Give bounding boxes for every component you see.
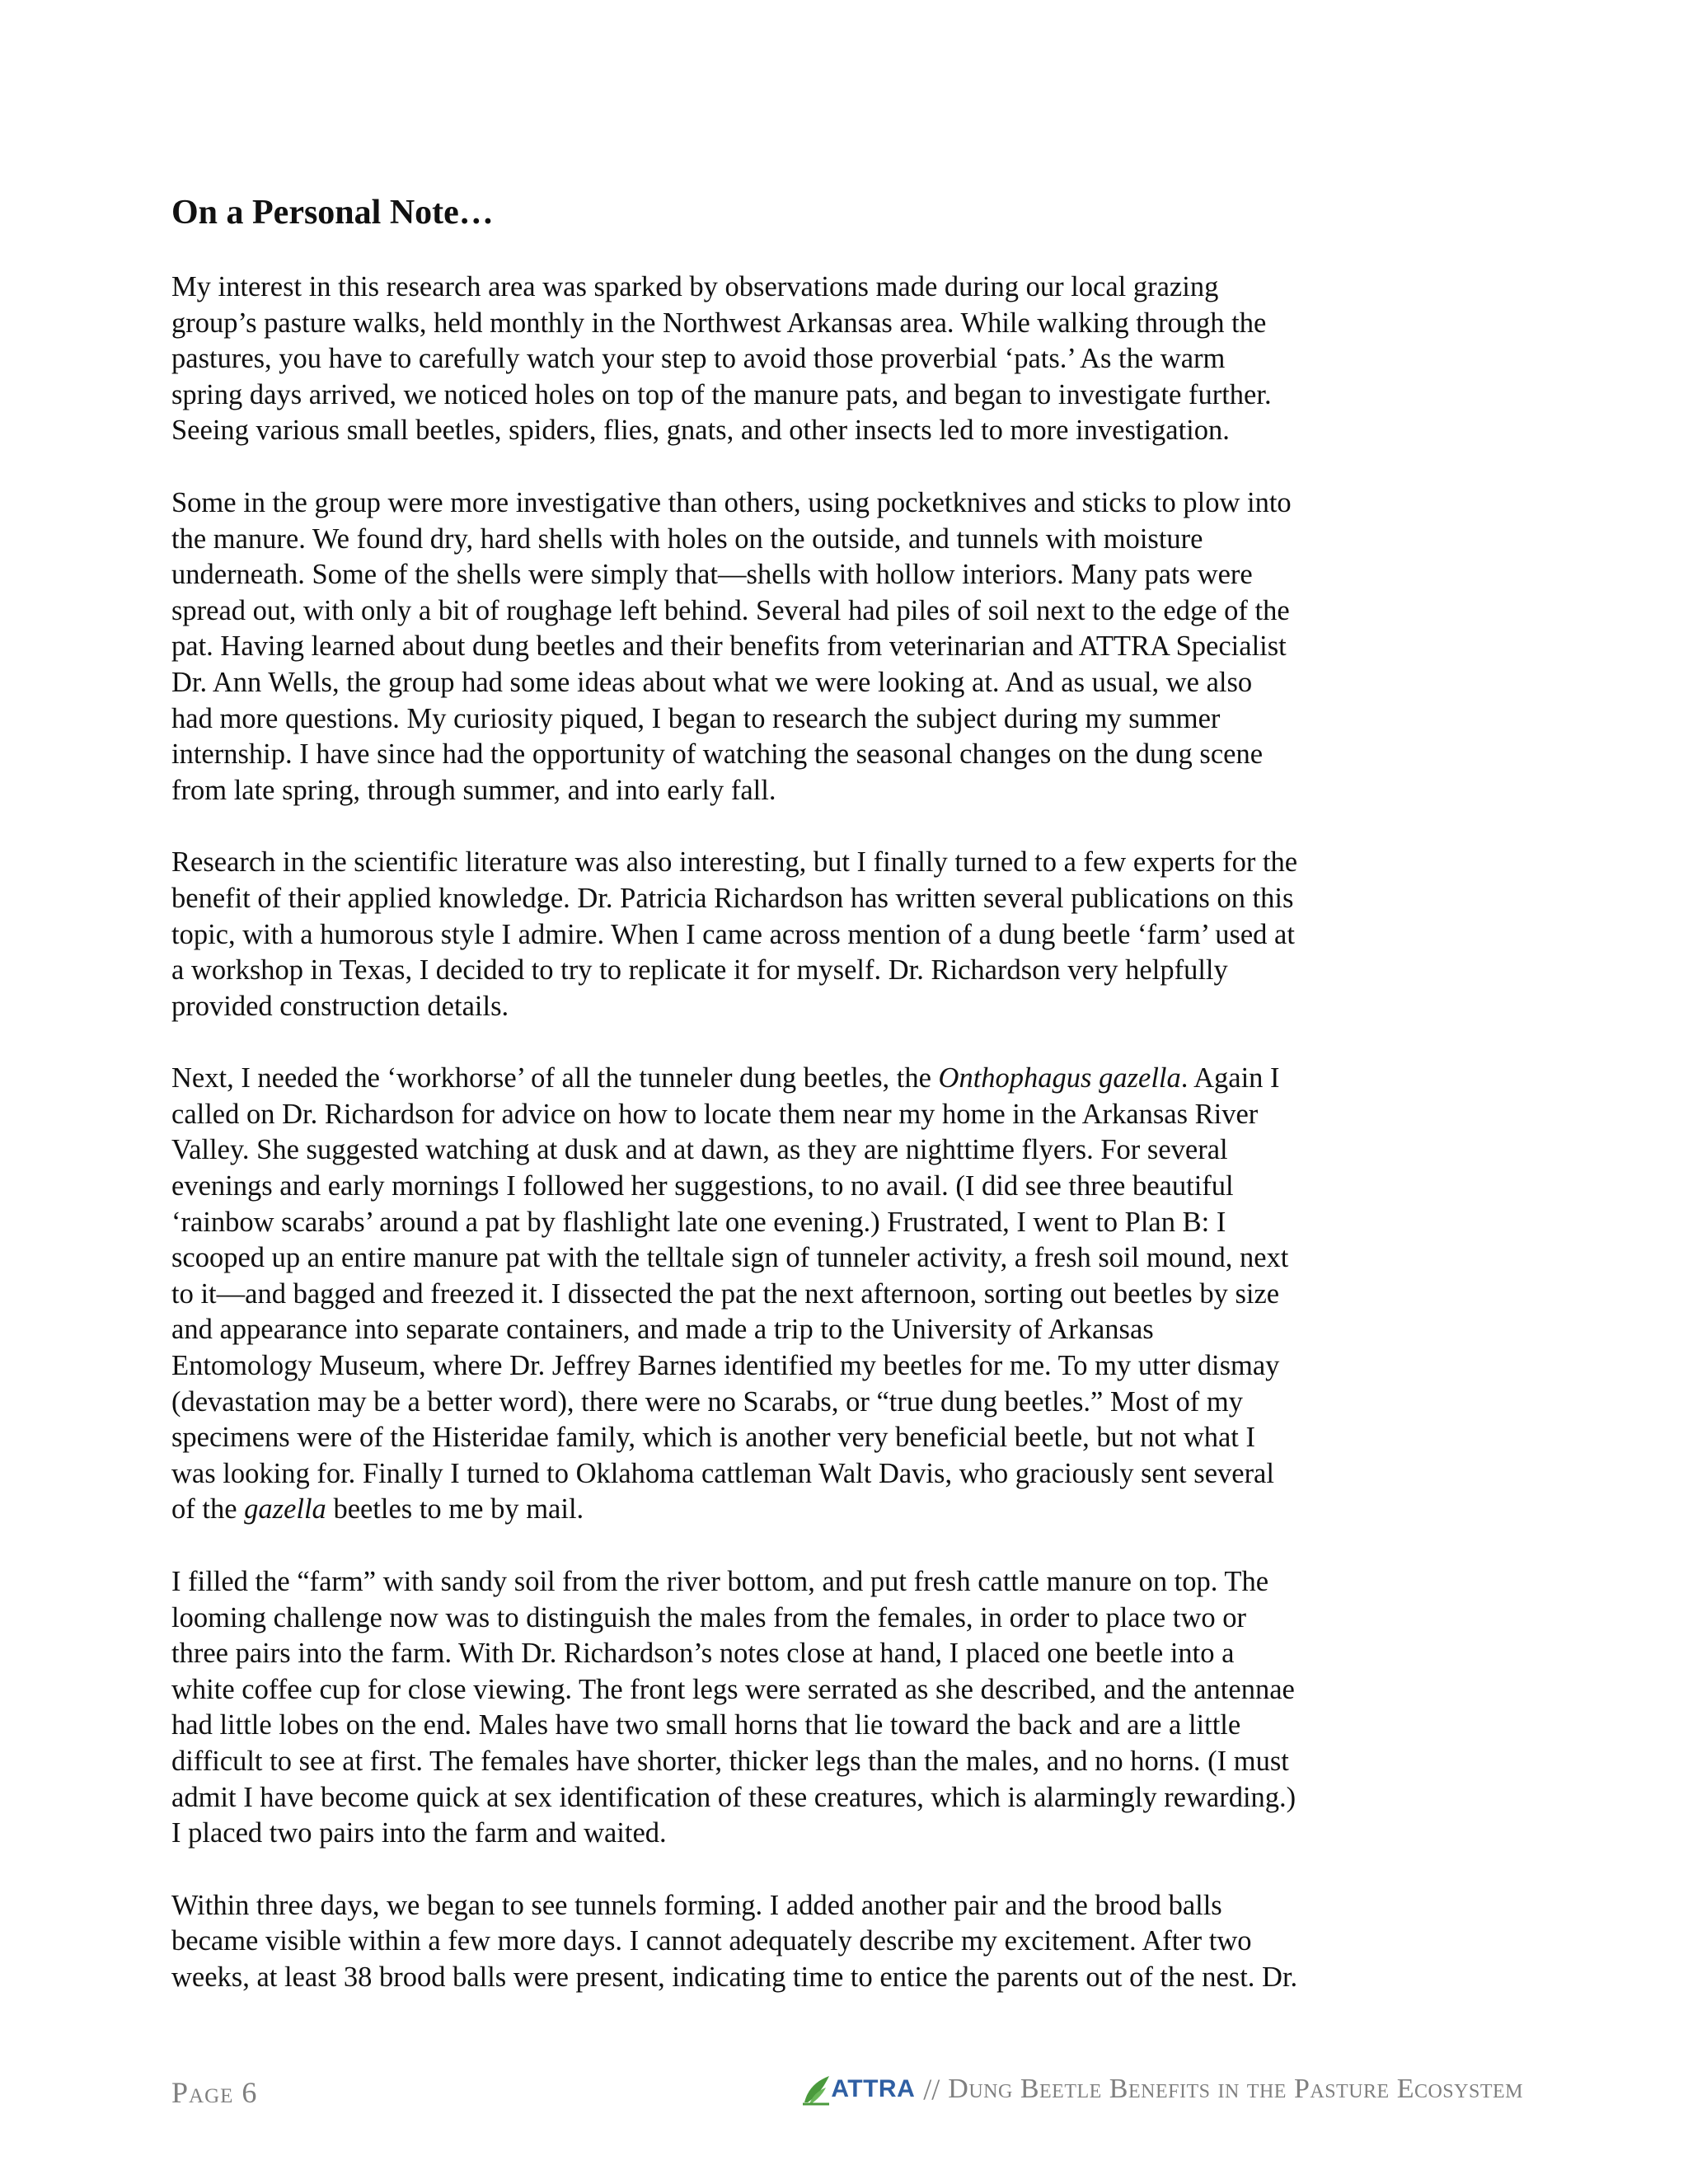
text-line: weeks, at least 38 brood balls were present, indicating time to entice the parents out of the nest. Dr. — [171, 1961, 1298, 1993]
text-line: from late spring, through summer, and into early fall. — [171, 774, 776, 806]
text-segment: beetles to me by mail. — [326, 1493, 584, 1526]
species-name-italic: Onthophagus gazella — [938, 1062, 1181, 1094]
document-title: Dung Beetle Benefits in the Pasture Ecosystem — [948, 2074, 1523, 2104]
text-line: admit I have become quick at sex identification of these creatures, which is alarmingly rewarding.) — [171, 1781, 1296, 1813]
page-number-label: Page 6 — [171, 2076, 258, 2109]
text-line: benefit of their applied knowledge. Dr. Patricia Richardson has written several publications on this — [171, 882, 1294, 914]
title-separator: // — [923, 2073, 940, 2106]
text-line: scooped up an entire manure pat with the telltale sign of tunneler activity, a fresh soil mound, next — [171, 1242, 1289, 1274]
text-line: specimens were of the Histeridae family, which is another very beneficial beetle, but not what I — [171, 1422, 1255, 1454]
text-line: internship. I have since had the opportunity of watching the seasonal changes on the dung scene — [171, 738, 1264, 771]
text-line: to it—and bagged and freezed it. I dissected the pat the next afternoon, sorting out beetles by size — [171, 1277, 1280, 1310]
section-heading: On a Personal Note… — [171, 194, 494, 232]
text-line-mixed — [171, 1492, 1523, 1528]
text-line: became visible within a few more days. I cannot adequately describe my excitement. After two — [171, 1925, 1252, 1957]
text-line: Dr. Ann Wells, the group had some ideas about what we were looking at. And as usual, we also — [171, 666, 1253, 698]
text-line: Within three days, we began to see tunnels forming. I added another pair and the brood balls — [171, 1889, 1222, 1921]
paragraph-4 — [171, 1061, 1523, 1528]
text-line: topic, with a humorous style I admire. When I came across mention of a dung beetle ‘farm’ used at — [171, 918, 1295, 950]
logo-wordmark: ATTRA — [831, 2075, 916, 2102]
paragraph-6 — [171, 1888, 1523, 1996]
text-line: Valley. She suggested watching at dusk and at dawn, as they are nighttime flyers. For several — [171, 1134, 1228, 1166]
text-line: underneath. Some of the shells were simply that—shells with hollow interiors. Many pats were — [171, 559, 1253, 591]
text-line: I placed two pairs into the farm and waited. — [171, 1817, 667, 1849]
text-segment: of the — [171, 1493, 245, 1526]
text-line: white coffee cup for close viewing. The front legs were serrated as she described, and the antennae — [171, 1673, 1295, 1705]
text-line: looming challenge now was to distinguish the males from the females, in order to place two or — [171, 1601, 1246, 1633]
text-line: evenings and early mornings I followed her suggestions, to no avail. (I did see three beautiful — [171, 1170, 1234, 1202]
text-line: (devastation may be a better word), there were no Scarabs, or “true dung beetles.” Most of my — [171, 1385, 1243, 1418]
text-line: ‘rainbow scarabs’ around a pat by flashlight late one evening.) Frustrated, I went to Plan B: I — [171, 1206, 1226, 1238]
text-line: and appearance into separate containers, and made a trip to the University of Arkansas — [171, 1314, 1154, 1346]
text-line: had little lobes on the end. Males have two small horns that lie toward the back and are a little — [171, 1709, 1241, 1741]
text-line: spring days arrived, we noticed holes on top of the manure pats, and began to investigate further. — [171, 378, 1272, 410]
text-line: was looking for. Finally I turned to Oklahoma cattleman Walt Davis, who graciously sent several — [171, 1457, 1274, 1489]
text-line: called on Dr. Richardson for advice on how to locate them near my home in the Arkansas River — [171, 1098, 1259, 1130]
text-line: spread out, with only a bit of roughage left behind. Several had piles of soil next to the edge of the — [171, 594, 1290, 626]
page-footer — [171, 2069, 1523, 2111]
text-line: the manure. We found dry, hard shells with holes on the outside, and tunnels with moisture — [171, 523, 1203, 555]
paragraph-3 — [171, 845, 1523, 1024]
text-line: had more questions. My curiosity piqued, I began to research the subject during my summer — [171, 702, 1221, 734]
paragraph-2 — [171, 485, 1523, 808]
text-line: Entomology Museum, where Dr. Jeffrey Barnes identified my beetles for me. To my utter dismay — [171, 1350, 1280, 1382]
text-line: I filled the “farm” with sandy soil from the river bottom, and put fresh cattle manure on top. The — [171, 1566, 1269, 1597]
text-segment: Next, I needed the ‘workhorse’ of all the tunneler dung beetles, the — [171, 1062, 939, 1094]
text-line: pastures, you have to carefully watch your step to avoid those proverbial ‘pats.’ As the warm — [171, 343, 1226, 375]
text-line: difficult to see at first. The females have shorter, thicker legs than the males, and no horns. (I must — [171, 1745, 1289, 1777]
text-line: provided construction details. — [171, 990, 509, 1022]
text-line: a workshop in Texas, I decided to try to replicate it for myself. Dr. Richardson very helpfully — [171, 954, 1228, 987]
leaf-icon — [801, 2073, 832, 2106]
text-line-mixed — [171, 1061, 1523, 1097]
text-line: Research in the scientific literature was also interesting, but I finally turned to a few experts for the — [171, 846, 1298, 879]
text-line: group’s pasture walks, held monthly in the Northwest Arkansas area. While walking through the — [171, 307, 1267, 339]
footer-title-group — [801, 2072, 1523, 2107]
paragraph-1 — [171, 269, 1523, 449]
species-name-italic: gazella — [244, 1493, 326, 1526]
text-line: My interest in this research area was sparked by observations made during our local grazing — [171, 271, 1219, 302]
document-page — [171, 191, 1523, 2032]
text-line: pat. Having learned about dung beetles and their benefits from veterinarian and ATTRA Specialist — [171, 630, 1287, 663]
text-line: three pairs into the farm. With Dr. Richardson’s notes close at hand, I placed one beetle into a — [171, 1638, 1235, 1670]
text-line: Seeing various small beetles, spiders, flies, gnats, and other insects led to more investigation. — [171, 415, 1230, 447]
attra-logo — [801, 2073, 915, 2106]
text-line: Some in the group were more investigative than others, using pocketknives and sticks to plow into — [171, 486, 1292, 518]
paragraph-5 — [171, 1564, 1523, 1852]
text-segment: . Again I — [1180, 1062, 1280, 1094]
